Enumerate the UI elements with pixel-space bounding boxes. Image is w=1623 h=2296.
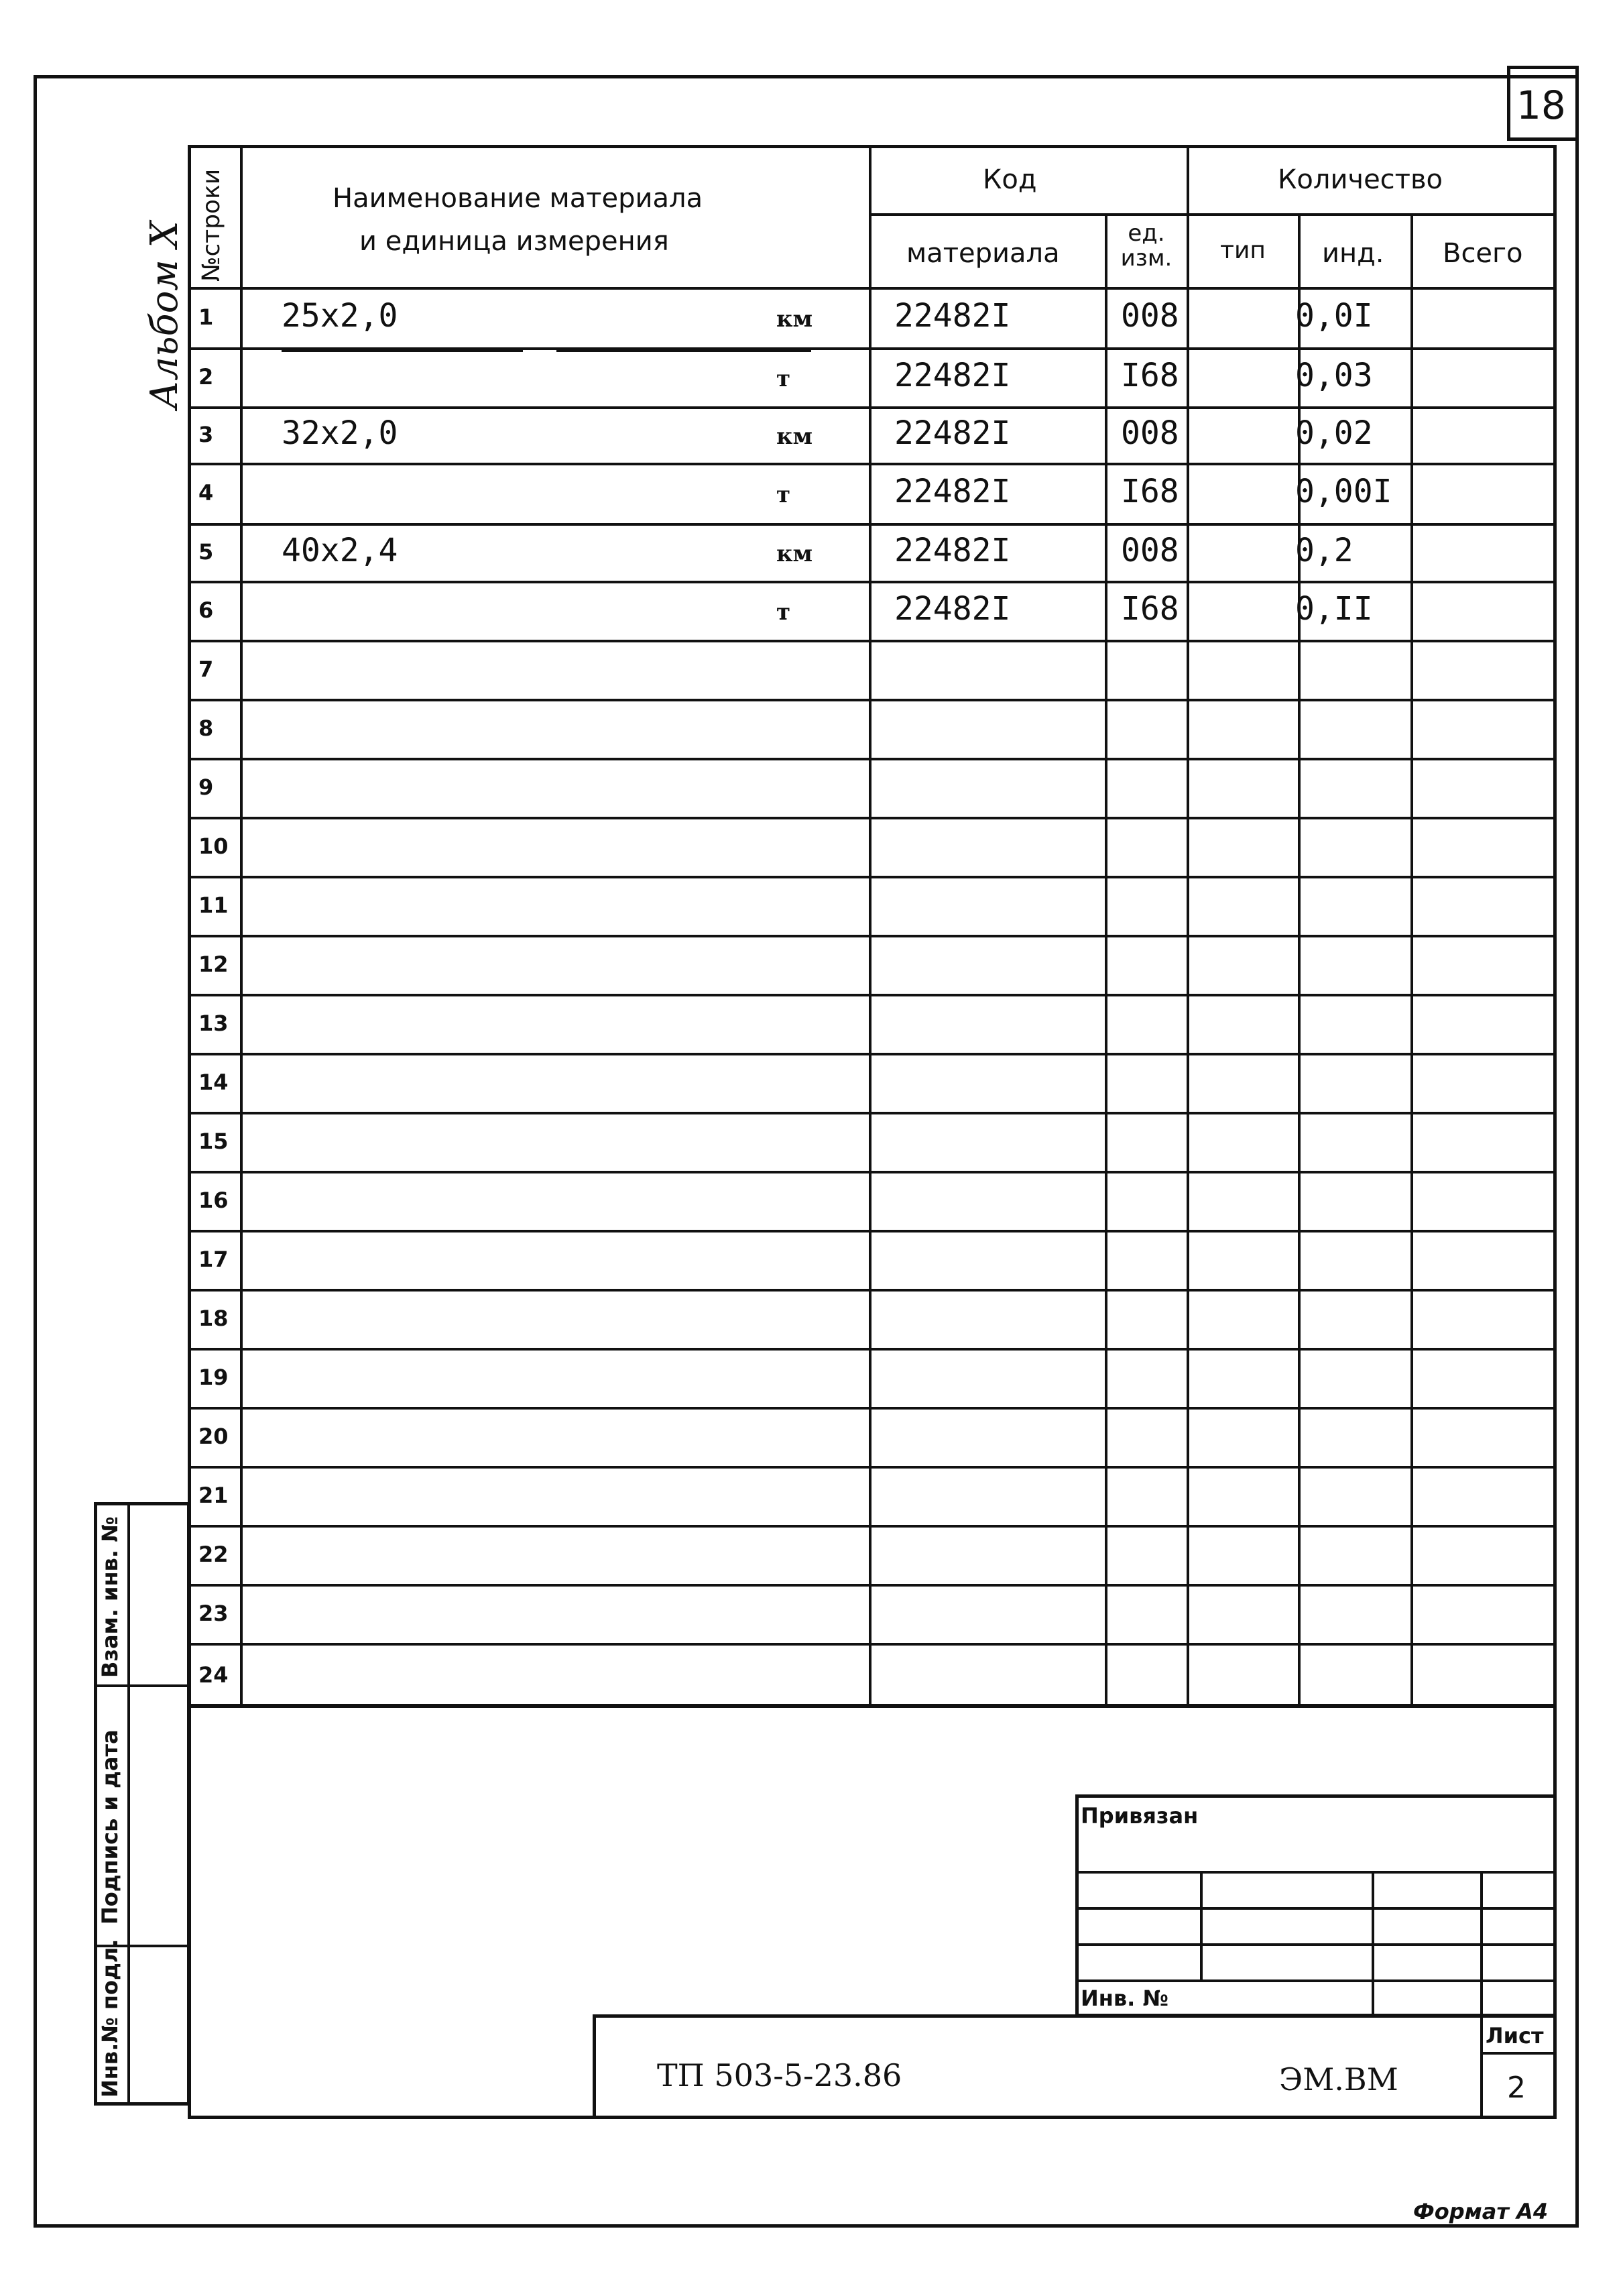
- row-number: 22: [198, 1542, 229, 1567]
- name-underline-2: [556, 350, 811, 352]
- side-stamp-vzam: Взам. инв. №: [97, 1516, 123, 1678]
- row-divider: [188, 1112, 1557, 1114]
- row-number: 13: [198, 1011, 229, 1036]
- material-name: 40х2,4: [282, 532, 398, 569]
- row-divider: [188, 994, 1557, 996]
- row-divider: [188, 935, 1557, 937]
- privyazan-label: Привязан: [1081, 1803, 1199, 1829]
- sheet-col-line: [1480, 2014, 1483, 2119]
- unit-label: т: [776, 365, 791, 392]
- row-number: 9: [198, 774, 214, 800]
- unit-code: I68: [1121, 473, 1179, 510]
- col-line-name: [869, 145, 871, 1707]
- row-number: 20: [198, 1424, 229, 1449]
- material-code: 22482I: [894, 532, 1011, 569]
- col-line-rownum: [240, 145, 243, 1707]
- row-number: 23: [198, 1601, 229, 1626]
- unit-code: I68: [1121, 590, 1179, 628]
- row-number: 15: [198, 1129, 229, 1154]
- col-line-ind: [1410, 213, 1413, 1707]
- row-number: 16: [198, 1188, 229, 1213]
- page-number: 18: [1516, 82, 1566, 128]
- row-divider: [188, 1348, 1557, 1351]
- privyazan-col-2: [1372, 1871, 1374, 2017]
- privyazan-line-2: [1075, 1907, 1557, 1910]
- row-number: 19: [198, 1365, 229, 1390]
- row-divider: [188, 817, 1557, 819]
- row-divider: [188, 758, 1557, 760]
- format-label: Формат А4: [1413, 2199, 1549, 2224]
- row-number: 8: [198, 715, 214, 741]
- header-qty-ind: инд.: [1322, 238, 1384, 269]
- row-divider: [188, 1171, 1557, 1173]
- qty-ind: 0,2: [1295, 532, 1354, 569]
- col-line-code: [1105, 213, 1107, 1707]
- row-divider: [188, 1407, 1557, 1410]
- row-number: 6: [198, 597, 214, 623]
- qty-ind: 0,03: [1295, 357, 1373, 394]
- material-code: 22482I: [894, 297, 1011, 335]
- header-quantity: Количество: [1278, 164, 1443, 195]
- row-divider: [188, 1289, 1557, 1292]
- qty-ind: 0,0I: [1295, 297, 1373, 335]
- unit-label: т: [776, 481, 791, 508]
- unit-label: км: [776, 306, 813, 333]
- row-number: 5: [198, 539, 214, 565]
- row-divider: [188, 699, 1557, 701]
- inv-no-label: Инв. №: [1081, 1986, 1168, 2011]
- material-code: 22482I: [894, 590, 1011, 628]
- unit-label: км: [776, 540, 813, 567]
- row-divider: [188, 1584, 1557, 1587]
- row-divider: [188, 1525, 1557, 1528]
- unit-code: 008: [1121, 297, 1179, 335]
- privyazan-line-1: [1075, 1871, 1557, 1874]
- row-divider: [188, 406, 1557, 409]
- album-label: Альбом X: [143, 221, 186, 409]
- unit-label: км: [776, 423, 813, 450]
- privyazan-line-3: [1075, 1943, 1557, 1946]
- unit-code: 008: [1121, 414, 1179, 452]
- header-code-material: материала: [906, 238, 1060, 269]
- header-qty-total: Всего: [1443, 238, 1523, 269]
- row-number: 11: [198, 893, 229, 918]
- material-code: 22482I: [894, 357, 1011, 394]
- row-number: 3: [198, 422, 214, 447]
- side-stamp-line-1: [94, 1684, 190, 1687]
- row-divider: [188, 1230, 1557, 1232]
- material-code: 22482I: [894, 414, 1011, 452]
- row-number: 7: [198, 656, 214, 682]
- header-row-number: №строки: [198, 168, 225, 282]
- unit-code: 008: [1121, 532, 1179, 569]
- row-divider: [188, 1643, 1557, 1646]
- sheet-number: 2: [1507, 2071, 1526, 2105]
- row-number: 4: [198, 480, 214, 506]
- row-number: 10: [198, 834, 229, 859]
- sheet-label: Лист: [1486, 2023, 1544, 2049]
- header-bottom-line: [188, 287, 1557, 290]
- row-divider: [188, 1053, 1557, 1055]
- header-qty-type: тип: [1220, 237, 1266, 264]
- qty-ind: 0,00I: [1295, 473, 1392, 510]
- row-divider: [188, 640, 1557, 642]
- privyazan-col-3: [1480, 1871, 1483, 2017]
- row-number: 24: [198, 1662, 229, 1688]
- qty-ind: 0,02: [1295, 414, 1373, 452]
- privyazan-col-1: [1200, 1871, 1203, 1979]
- side-stamp-divider: [127, 1502, 130, 2106]
- header-code-unit: ед. изм.: [1120, 220, 1173, 272]
- material-name: 32х2,0: [282, 414, 398, 452]
- side-stamp-inv-podl: Инв.№ подл.: [97, 1939, 123, 2098]
- side-stamp-podpis: Подпись и дата: [97, 1729, 123, 1925]
- row-number: 17: [198, 1247, 229, 1272]
- row-number: 1: [198, 304, 214, 330]
- row-number: 12: [198, 952, 229, 977]
- row-divider: [188, 581, 1557, 583]
- unit-label: т: [776, 599, 791, 626]
- row-divider: [188, 463, 1557, 465]
- qty-ind: 0,II: [1295, 590, 1373, 628]
- row-divider: [188, 523, 1557, 526]
- material-name: 25х2,0: [282, 297, 398, 335]
- header-material-name-1: Наименование материала: [333, 183, 703, 214]
- header-material-name-2: и единица измерения: [359, 226, 669, 257]
- sheet-label-line: [1480, 2052, 1557, 2055]
- header-code-divider: [869, 213, 1557, 216]
- privyazan-line-4: [1075, 1979, 1557, 1982]
- material-code: 22482I: [894, 473, 1011, 510]
- row-number: 2: [198, 364, 214, 390]
- col-line-unitcode: [1187, 145, 1189, 1707]
- unit-code: I68: [1121, 357, 1179, 394]
- header-code: Код: [983, 164, 1037, 195]
- name-underline: [282, 350, 523, 352]
- row-divider: [188, 1466, 1557, 1469]
- section-code: ЭМ.ВМ: [1279, 2061, 1398, 2098]
- row-number: 21: [198, 1483, 229, 1508]
- row-number: 14: [198, 1070, 229, 1095]
- row-number: 18: [198, 1306, 229, 1331]
- row-divider: [188, 876, 1557, 878]
- doc-code: ТП 503-5-23.86: [657, 2057, 902, 2093]
